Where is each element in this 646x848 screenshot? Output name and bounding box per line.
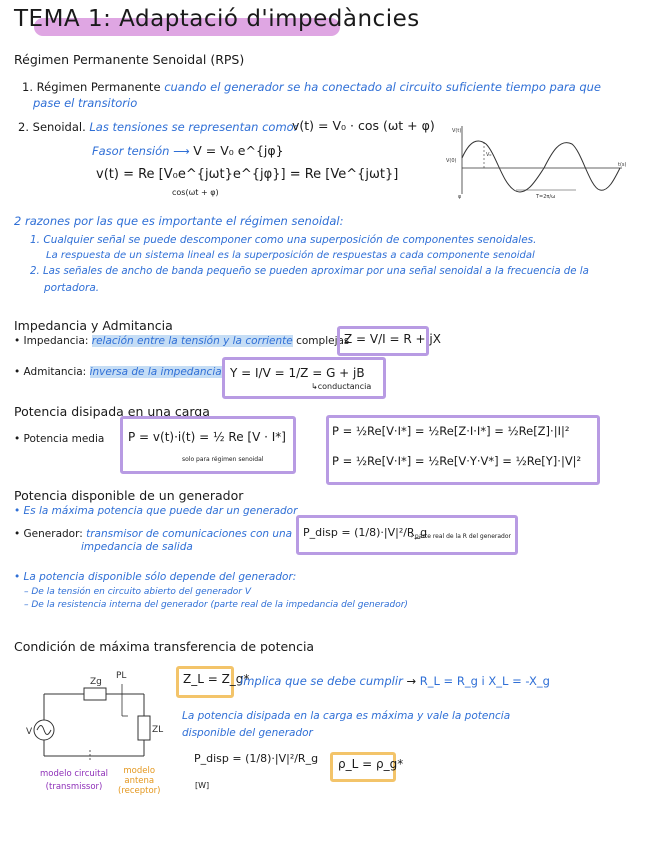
- available-b2: La potencia disponible sólo depende del generador:: [23, 571, 297, 583]
- power-eq1: P = ½Re[V·I*] = ½Re[Z·I·I*] = ½Re[Z]·|I|²: [332, 424, 570, 438]
- bullet-icon: •: [14, 366, 21, 378]
- zg-resistor: [84, 688, 106, 700]
- pl-label: PL: [116, 671, 127, 681]
- reasons-heading: 2 razones por las que es importante el régimen senoidal:: [14, 214, 344, 228]
- max-desc-a: La potencia disipada en la carga es máxima y vale la potencia: [182, 710, 511, 722]
- vt-formula: v(t) = V₀ · cos (ωt + φ): [292, 118, 435, 133]
- rps-heading: Régimen Permanente Senoidal (RPS): [14, 52, 245, 67]
- fasor-formula: V = V₀ e^{jφ}: [193, 143, 284, 158]
- sine-y-label: V(t): [452, 128, 462, 134]
- bullet-icon: •: [14, 571, 21, 583]
- sine-period-label: T=2π/ω: [536, 194, 556, 200]
- power-row: [14, 433, 104, 445]
- power-eq2: P = ½Re[V·I*] = ½Re[V·Y·V*] = ½Re[Y]·|V|²: [332, 454, 582, 468]
- rps-item2-term: Senoidal.: [32, 120, 86, 134]
- rps-item2-desc: Las tensiones se representan como:: [89, 120, 298, 134]
- rx-model-label: [118, 766, 161, 796]
- impedance-desc: relación entre la tensión y la corriente: [91, 335, 293, 347]
- dash-icon: –: [24, 600, 29, 610]
- available-heading: Potencia disponible de un generador: [14, 488, 244, 503]
- re-formula: v(t) = Re [V₀e^{jωt}e^{jφ}] = Re [Ve^{jωt}]: [96, 167, 399, 182]
- zl-label: ZL: [152, 725, 164, 735]
- impedance-row: [14, 335, 349, 347]
- reason1: [30, 234, 537, 246]
- sine-amp-label: V₀: [486, 152, 492, 158]
- rl-condition: R_L = R_g: [419, 674, 478, 688]
- rho-formula: ρ_L = ρ_g*: [338, 757, 404, 771]
- dash-icon: –: [24, 587, 29, 597]
- circuit-diagram: [24, 664, 174, 764]
- tx-model-b: (transmissor): [45, 782, 103, 792]
- reason2-num: 2.: [30, 266, 40, 277]
- impedance-heading: Impedancia y Admitancia: [14, 318, 173, 333]
- generator-desc-b: impedancia de salida: [81, 541, 193, 553]
- conductance-note: ↳conductancia: [311, 382, 372, 391]
- rps-item1-desc-b: pase el transitorio: [33, 96, 138, 110]
- arrow-right-icon: →: [406, 674, 417, 688]
- tx-model-a: modelo circuital: [40, 769, 109, 779]
- max-transfer-heading: Condición de máxima transferencia de potencia: [14, 639, 315, 654]
- implies-text: implica que se debe cumplir: [240, 674, 403, 688]
- pdisp-note: → parte real de la R del generador: [408, 533, 512, 540]
- power-heading: Potencia disipada en una carga: [14, 404, 210, 419]
- fasor-label: Fasor tensión: [92, 144, 170, 158]
- generator-label: Generador:: [23, 528, 83, 540]
- condition-sep: i: [481, 674, 485, 688]
- max-unit: [W]: [195, 781, 210, 790]
- rx-model-b: antena: [124, 776, 155, 786]
- bullet-icon: •: [14, 505, 21, 517]
- rps-item2: [18, 120, 298, 134]
- available-d2: [24, 600, 408, 610]
- tx-model-label: [40, 768, 108, 794]
- sine-source-icon: [37, 726, 51, 735]
- reason1-num: 1.: [30, 234, 41, 246]
- rx-model-c: (receptor): [118, 786, 161, 796]
- max-desc-b: disponible del generador: [182, 727, 313, 739]
- admittance-row: [14, 366, 222, 378]
- rps-item1-term: Régimen Permanente: [36, 80, 161, 94]
- available-d1: [24, 587, 251, 597]
- sine-y0-label: V(0): [446, 158, 457, 164]
- rps-item2-num: 2.: [18, 120, 29, 134]
- zg-label: Zg: [90, 677, 102, 687]
- available-bullet2: [14, 571, 296, 583]
- reason2-b: portadora.: [44, 282, 100, 294]
- impedance-label: Impedancia:: [23, 335, 89, 347]
- power-formula: P = v(t)·i(t) = ½ Re [V · I*]: [128, 430, 286, 444]
- rps-item1: [22, 80, 601, 94]
- sine-curve: [462, 141, 620, 192]
- available-d2-text: De la resistencia interna del generador (parte real de la impedancia del generador): [31, 600, 408, 610]
- available-b1: Es la máxima potencia que puede dar un generador: [23, 505, 298, 517]
- admittance-label: Admitancia:: [23, 366, 87, 378]
- page-title: TEMA 1: Adaptació d'impedàncies: [14, 6, 420, 32]
- reason2: [30, 266, 589, 277]
- zl-resistor: [138, 716, 150, 740]
- v-label: V: [26, 727, 33, 737]
- pdisp-formula: P_disp = (1/8)·|V|²/R_g: [303, 526, 428, 539]
- reason1-text: Cualquier señal se puede descomponer como una superposición de componentes senoidales.: [43, 234, 537, 246]
- rps-item1-desc: cuando el generador se ha conectado al circuito suficiente tiempo para que: [164, 80, 601, 94]
- sine-phase-label: φ: [458, 194, 462, 200]
- arrow-right-icon: ⟶: [173, 144, 190, 158]
- condition-formula: Z_L = Z_g*: [183, 672, 250, 686]
- sine-t-label: t(s): [618, 162, 627, 168]
- available-d1-text: De la tensión en circuito abierto del generador V: [31, 587, 252, 597]
- reason2-text: Las señales de ancho de banda pequeño se pueden aproximar por una señal senoidal a la frecuencia de la: [42, 266, 589, 277]
- power-note: solo para régimen senoidal: [182, 456, 264, 463]
- fasor-row: [92, 143, 284, 158]
- rps-item1-num: 1.: [22, 80, 33, 94]
- bullet-icon: •: [14, 433, 21, 445]
- impedance-tail: complejas: [296, 335, 350, 347]
- cos-note: cos(ωt + φ): [172, 188, 219, 197]
- power-formula-box: [120, 416, 296, 474]
- generator-row: [14, 528, 292, 540]
- available-bullet1: [14, 505, 297, 517]
- max-pdisp: P_disp = (1/8)·|V|²/R_g: [194, 752, 319, 765]
- admittance-formula: Y = I/V = 1/Z = G + jB: [230, 366, 365, 380]
- implies-row: [240, 674, 550, 688]
- bullet-icon: •: [14, 335, 21, 347]
- impedance-formula: Z = V/I = R + jX: [344, 332, 441, 346]
- admittance-desc: inversa de la impedancia: [89, 366, 222, 378]
- rx-model-a: modelo: [123, 766, 156, 776]
- reason1-b: La respuesta de un sistema lineal es la superposición de respuestas a cada componente senoidal: [46, 250, 535, 261]
- xl-condition: X_L = -X_g: [488, 674, 550, 688]
- sine-wave-plot: [440, 122, 630, 202]
- bullet-icon: •: [14, 528, 21, 540]
- generator-desc: transmisor de comunicaciones con una: [86, 528, 293, 540]
- power-label: Potencia media: [23, 433, 105, 445]
